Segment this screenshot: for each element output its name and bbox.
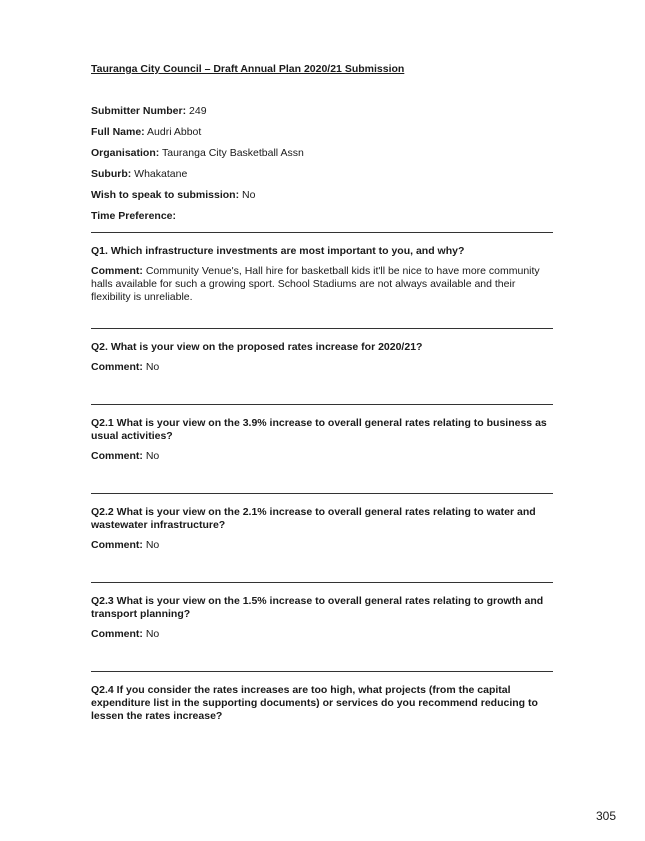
question-block-q1 (91, 245, 553, 328)
question-text: Q2. What is your view on the proposed rates increase for 2020/21? (91, 341, 423, 353)
comment-label: Comment: (91, 628, 143, 640)
question-comment (91, 539, 553, 582)
question-text: Q2.1 What is your view on the 3.9% increase to overall general rates relating to business as usual activities? (91, 417, 547, 442)
comment-text: No (142, 628, 160, 640)
field-label: Wish to speak to submission: (91, 189, 240, 201)
page-number: 305 (596, 809, 617, 823)
field-value: Audri Abbot (144, 126, 202, 138)
question-text: Q1. Which infrastructure investments are most important to you, and why? (91, 245, 465, 257)
section-divider (91, 671, 553, 672)
submission-content (91, 62, 553, 730)
section-divider (91, 582, 553, 583)
question-block-q2-4 (91, 684, 553, 723)
field-full-name (91, 125, 553, 139)
question-comment (91, 265, 553, 328)
field-label: Time Preference: (91, 210, 177, 222)
section-divider (91, 404, 553, 405)
field-label: Full Name: (91, 126, 145, 138)
question-block-q2-2 (91, 506, 553, 582)
question-comment (91, 361, 553, 404)
question-text: Q2.3 What is your view on the 1.5% increase to overall general rates relating to growth and transport planning? (91, 595, 544, 620)
comment-label: Comment: (91, 265, 143, 277)
question-comment (91, 450, 553, 493)
comment-text: Community Venue's, Hall hire for basketball kids it'll be nice to have more community halls available for such a growing sport. School Stadiums are not always available and their flexibility is unreliable. (91, 265, 540, 303)
question-text: Q2.2 What is your view on the 2.1% increase to overall general rates relating to water and wastewater infrastructure? (91, 506, 536, 531)
field-value: 249 (186, 105, 207, 117)
comment-label: Comment: (91, 450, 143, 462)
document-title: Tauranga City Council – Draft Annual Plan 2020/21 Submission (91, 63, 405, 75)
question-comment (91, 628, 553, 671)
comment-text: No (142, 361, 160, 373)
comment-text: No (142, 539, 160, 551)
field-value: Tauranga City Basketball Assn (159, 147, 304, 159)
section-divider (91, 232, 553, 233)
field-label: Organisation: (91, 147, 160, 159)
comment-label: Comment: (91, 361, 143, 373)
field-suburb (91, 167, 553, 181)
question-block-q2-3 (91, 595, 553, 671)
comment-text: No (142, 450, 160, 462)
field-organisation (91, 146, 553, 160)
section-divider (91, 493, 553, 494)
field-time-preference (91, 209, 553, 223)
field-value: No (239, 189, 256, 201)
field-label: Suburb: (91, 168, 132, 180)
question-block-q2 (91, 341, 553, 404)
question-block-q2-1 (91, 417, 553, 493)
field-submitter-number (91, 104, 553, 118)
section-divider (91, 328, 553, 329)
field-value: Whakatane (131, 168, 188, 180)
comment-label: Comment: (91, 539, 143, 551)
field-label: Submitter Number: (91, 105, 187, 117)
question-text: Q2.4 If you consider the rates increases are too high, what projects (from the capital expenditure list in the supporting documents) or services do you recommend reducing to lessen the rates increase? (91, 684, 538, 722)
field-wish-to-speak (91, 188, 553, 202)
